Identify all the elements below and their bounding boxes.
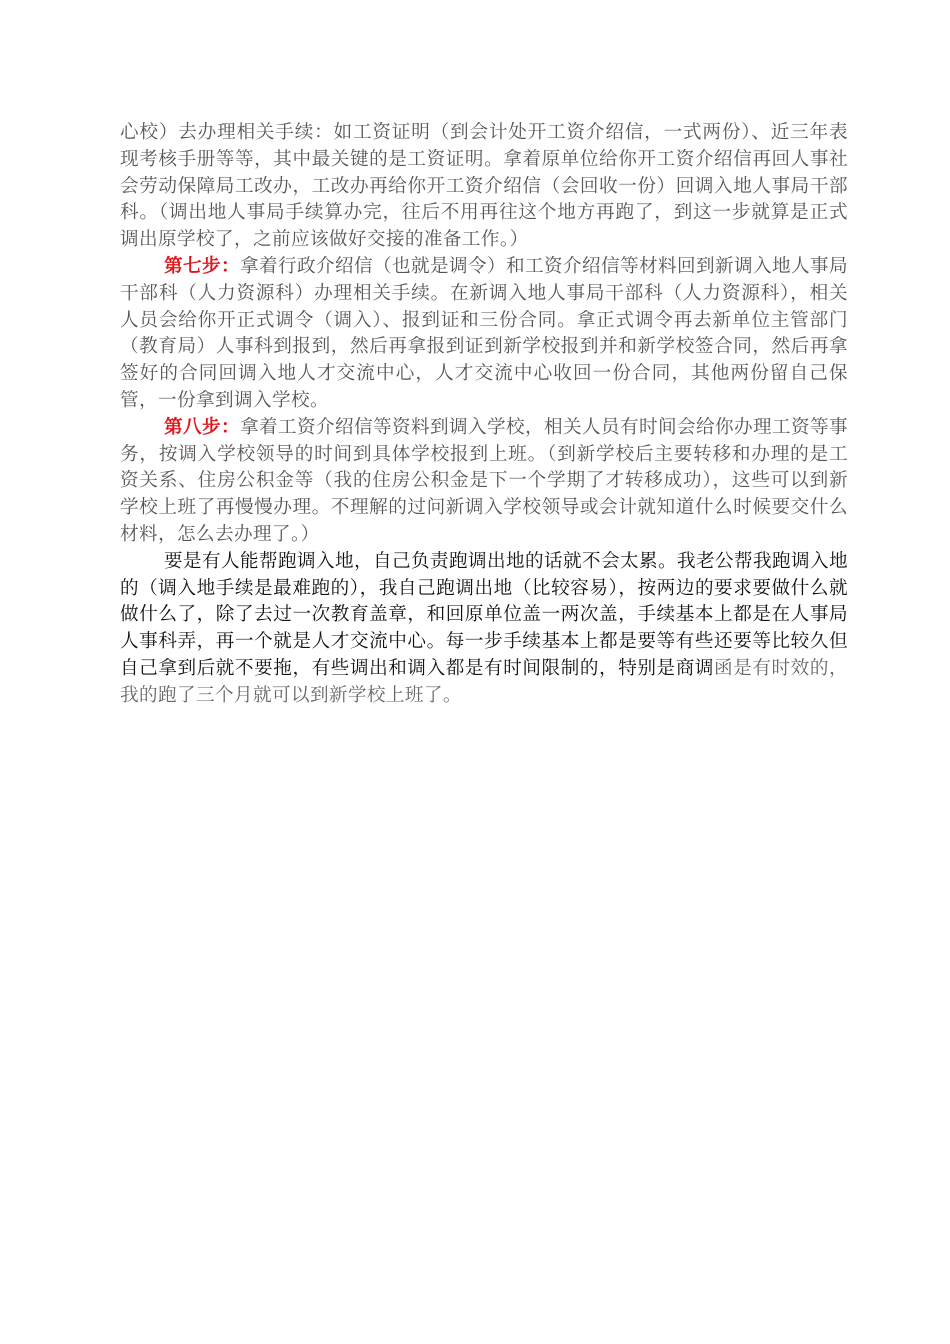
step-seven-label: 第七步： <box>164 255 240 277</box>
step-eight-text: 拿着工资介绍信等资料到调入学校，相关人员有时间会给你办理工资等事务，按调入学校领导的时间到具体学校报到上班。（到新学校后主要转移和办理的是工资关系、住房公积金等（我的住房公积金是下一个学期了才转移成功），这些可以到新学校上班了再慢慢办理。不理解的过问新调入学校领导或会计就知道什么时候要交什么材料，怎么去办理了。） <box>120 416 848 545</box>
document-page <box>120 120 848 710</box>
paragraph-summary <box>120 549 848 710</box>
summary-tail-text: 函是有时效的，我的跑了三个月就可以到新学校上班了。 <box>120 657 848 706</box>
paragraph-continuation: 心校）去办理相关手续：如工资证明（到会计处开工资介绍信，一式两份）、近三年表现考核手册等等，其中最关键的是工资证明。拿着原单位给你开工资介绍信再回人事社会劳动保障局工改办，工改办再给你开工资介绍信（会回收一份）回调入地人事局干部科。（调出地人事局手续算办完，往后不用再往这个地方再跑了，到这一步就算是正式调出原学校了，之前应该做好交接的准备工作。） <box>120 122 848 251</box>
paragraph-step-seven <box>120 254 848 415</box>
summary-text: 要是有人能帮跑调入地，自己负责跑调出地的话就不会太累。我老公帮我跑调入地的（调入地手续是最难跑的），我自己跑调出地（比较容易），按两边的要求要做什么就做什么了，除了去过一次教育盖章，和回原单位盖一两次盖，手续基本上都是在人事局人事科弄，再一个就是人才交流中心。每一步手续基本上都是要等有些还要等比较久但自己拿到后就不要拖，有些调出和调入都是有时间限制的，特别是商调 <box>120 550 848 679</box>
step-seven-text: 拿着行政介绍信（也就是调令）和工资介绍信等材料回到新调入地人事局干部科（人力资源科）办理相关手续。在新调入地人事局干部科（人力资源科），相关人员会给你开正式调令（调入）、报到证和三份合同。拿正式调令再去新单位主管部门（教育局）人事科到报到，然后再拿报到证到新学校报到并和新学校签合同，然后再拿签好的合同回调入地人才交流中心，人才交流中心收回一份合同，其他两份留自己保管，一份拿到调入学校。 <box>120 255 848 411</box>
step-eight-label: 第八步： <box>164 416 240 438</box>
paragraph-step-eight <box>120 415 848 549</box>
